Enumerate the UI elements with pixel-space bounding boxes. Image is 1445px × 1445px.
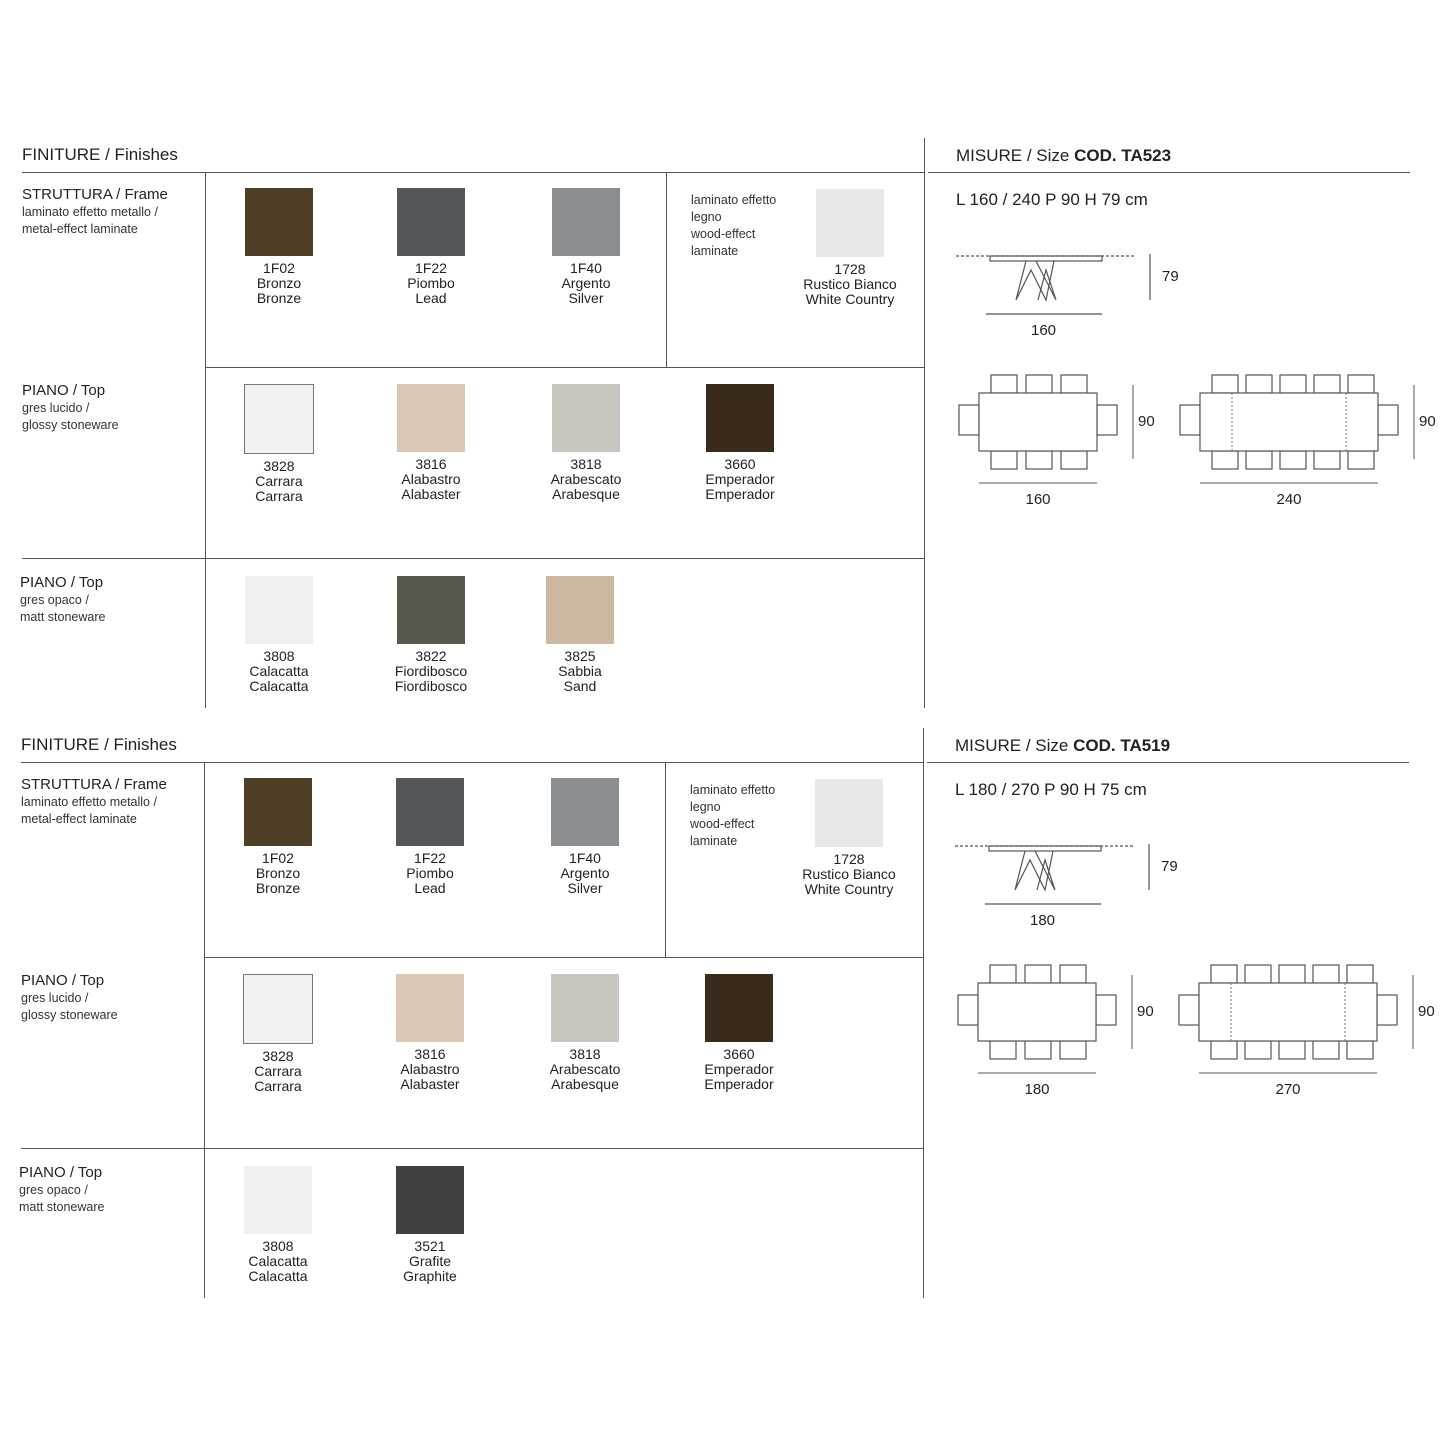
row-title: PIANO / Top	[21, 972, 105, 989]
row-subtitle-it: gres lucido /	[22, 401, 90, 415]
table-side-view-drawing	[955, 840, 1195, 930]
finish-code: 3822	[415, 648, 447, 664]
divider-glossy-matt	[22, 558, 924, 559]
finish-swatch	[552, 384, 620, 452]
finishes-title: FINITURE / Finishes	[22, 145, 178, 164]
finish-swatch	[396, 974, 464, 1042]
row-label	[19, 1164, 199, 1216]
finish-name-it: Grafite	[408, 1253, 451, 1269]
finish-name-en: Emperador	[705, 486, 775, 502]
table-plan-view-drawing	[1179, 965, 1427, 1085]
finish-name-it: Emperador	[705, 471, 775, 487]
finish-swatch	[244, 778, 312, 846]
finish-swatch-3818	[510, 974, 660, 1092]
finish-swatch-3828	[204, 384, 354, 504]
row-subtitle-en: glossy stoneware	[21, 1008, 118, 1022]
finish-name-en: Carrara	[255, 488, 303, 504]
finish-code: 1F02	[262, 850, 294, 866]
divider-frame-glossy	[205, 367, 924, 368]
finish-name-en: Silver	[567, 880, 603, 896]
finish-name-it: Calacatta	[249, 663, 309, 679]
finish-swatch-3828	[203, 974, 353, 1094]
row-title: PIANO / Top	[20, 574, 104, 591]
wood-effect-note-line: legno	[690, 800, 721, 814]
finish-name-en: Arabesque	[551, 1076, 619, 1092]
finish-name-it: Carrara	[255, 473, 303, 489]
finish-code: 1F40	[569, 850, 601, 866]
finish-swatch	[397, 188, 465, 256]
length-dimension-label: 180	[1030, 912, 1056, 929]
finish-name-it: Piombo	[407, 275, 455, 291]
length-dimension-label: 240	[1276, 491, 1302, 508]
finish-name-en: Lead	[415, 290, 447, 306]
finish-name-it: Carrara	[254, 1063, 302, 1079]
size-title	[955, 736, 1170, 756]
finish-swatch-3660	[664, 974, 814, 1092]
finish-swatch-1F40	[511, 188, 661, 306]
finish-code: 1728	[833, 851, 865, 867]
vertical-divider-wood	[665, 762, 666, 957]
finish-swatch	[706, 384, 774, 452]
depth-dimension-label: 90	[1138, 413, 1155, 430]
divider-under-size-title	[928, 172, 1410, 173]
finish-name-it: Argento	[560, 865, 610, 881]
finish-name-en: Bronze	[256, 290, 302, 306]
finish-swatch	[245, 188, 313, 256]
finish-swatch	[396, 1166, 464, 1234]
finish-swatch-1F22	[356, 188, 506, 306]
row-label	[20, 574, 200, 626]
finish-swatch	[397, 384, 465, 452]
finish-name-it: Piombo	[406, 865, 454, 881]
finish-code: 1F02	[263, 260, 295, 276]
finish-swatch	[815, 779, 883, 847]
row-subtitle-en: matt stoneware	[19, 1200, 105, 1214]
finish-swatch-1728	[774, 779, 924, 897]
table-plan-view-drawing	[1180, 375, 1428, 495]
depth-dimension-label: 90	[1419, 413, 1436, 430]
wood-effect-note-line: legno	[691, 210, 722, 224]
finishes-title: FINITURE / Finishes	[21, 735, 177, 754]
height-dimension-label: 79	[1162, 268, 1179, 285]
finish-name-en: White Country	[805, 291, 895, 307]
finish-swatch	[705, 974, 773, 1042]
finish-swatch-3825	[505, 576, 655, 694]
finish-name-it: Bronzo	[256, 275, 302, 291]
row-title: PIANO / Top	[19, 1164, 103, 1181]
overall-dimensions: L 160 / 240 P 90 H 79 cm	[956, 190, 1148, 209]
wood-effect-note-line: wood-effect	[690, 817, 755, 831]
finish-swatch	[551, 778, 619, 846]
wood-effect-note-line: laminate	[690, 834, 738, 848]
finish-name-it: Emperador	[704, 1061, 774, 1077]
finish-code: 3825	[564, 648, 596, 664]
finish-name-en: Calacatta	[249, 678, 309, 694]
finish-swatch	[244, 384, 314, 454]
finish-name-it: Calacatta	[248, 1253, 308, 1269]
product-code: COD. TA519	[1073, 736, 1171, 755]
finish-code: 3816	[414, 1046, 446, 1062]
size-title-label: MISURE / Size	[955, 736, 1074, 755]
finish-swatch-3822	[356, 576, 506, 694]
product-code: COD. TA523	[1074, 146, 1172, 165]
divider-under-finishes-title	[21, 762, 923, 763]
finish-swatch	[245, 576, 313, 644]
length-dimension-label: 160	[1025, 491, 1051, 508]
finish-code: 3818	[570, 456, 602, 472]
finish-name-it: Fiordibosco	[394, 663, 468, 679]
finish-name-it: Rustico Bianco	[802, 866, 896, 882]
row-subtitle-it: gres lucido /	[21, 991, 89, 1005]
finish-swatch-3660	[665, 384, 815, 502]
finish-swatch-3816	[355, 974, 505, 1092]
row-subtitle-en: metal-effect laminate	[21, 812, 137, 826]
row-subtitle-it: gres opaco /	[19, 1183, 88, 1197]
finish-swatch-1F40	[510, 778, 660, 896]
finish-code: 3521	[414, 1238, 446, 1254]
depth-dimension-label: 90	[1418, 1003, 1435, 1020]
finish-name-it: Arabescato	[549, 1061, 621, 1077]
finish-name-en: Fiordibosco	[394, 678, 468, 694]
finish-code: 3660	[724, 456, 756, 472]
finish-code: 3828	[262, 1048, 294, 1064]
wood-effect-note-line: laminate	[691, 244, 739, 258]
length-dimension-label: 270	[1275, 1081, 1301, 1098]
finish-swatch	[243, 974, 313, 1044]
divider-under-size-title	[927, 762, 1409, 763]
row-label	[22, 382, 202, 434]
row-subtitle-en: metal-effect laminate	[22, 222, 138, 236]
row-label	[22, 186, 202, 238]
finish-swatch-1F02	[203, 778, 353, 896]
finish-code: 3828	[263, 458, 295, 474]
overall-dimensions: L 180 / 270 P 90 H 75 cm	[955, 780, 1147, 799]
finish-name-en: Silver	[568, 290, 604, 306]
finish-name-en: Bronze	[255, 880, 301, 896]
row-subtitle-it: gres opaco /	[20, 593, 89, 607]
finish-swatch-1728	[775, 189, 925, 307]
finish-swatch	[551, 974, 619, 1042]
finish-name-it: Rustico Bianco	[803, 276, 897, 292]
finish-name-en: Emperador	[704, 1076, 774, 1092]
divider-glossy-matt	[21, 1148, 923, 1149]
divider-frame-glossy	[204, 957, 923, 958]
finish-name-en: Alabaster	[400, 1076, 460, 1092]
finish-name-en: Arabesque	[552, 486, 620, 502]
row-title: STRUTTURA / Frame	[21, 776, 167, 793]
finish-code: 3816	[415, 456, 447, 472]
row-title: STRUTTURA / Frame	[22, 186, 168, 203]
table-plan-view-drawing	[958, 965, 1146, 1085]
finish-name-en: Carrara	[254, 1078, 302, 1094]
table-plan-view-drawing	[959, 375, 1147, 495]
finish-name-en: Sand	[563, 678, 597, 694]
finish-name-it: Bronzo	[255, 865, 301, 881]
size-title-label: MISURE / Size	[956, 146, 1075, 165]
finish-code: 3818	[569, 1046, 601, 1062]
row-label	[21, 776, 201, 828]
wood-effect-note-line: wood-effect	[691, 227, 756, 241]
finish-swatch	[244, 1166, 312, 1234]
row-subtitle-it: laminato effetto metallo /	[22, 205, 158, 219]
finish-swatch	[546, 576, 614, 644]
finish-swatch-3816	[356, 384, 506, 502]
wood-effect-note-line: laminato effetto	[690, 783, 776, 797]
finish-name-en: Alabaster	[401, 486, 461, 502]
row-subtitle-en: matt stoneware	[20, 610, 106, 624]
finish-name-it: Alabastro	[400, 1061, 460, 1077]
size-title	[956, 146, 1171, 166]
finish-swatch-3808	[203, 1166, 353, 1284]
depth-dimension-label: 90	[1137, 1003, 1154, 1020]
finish-code: 3808	[263, 648, 295, 664]
finish-code: 1F22	[414, 850, 446, 866]
finish-name-en: Lead	[414, 880, 446, 896]
finish-code: 3808	[262, 1238, 294, 1254]
table-side-view-drawing	[956, 250, 1196, 340]
finish-name-it: Alabastro	[401, 471, 461, 487]
finish-name-en: Calacatta	[248, 1268, 308, 1284]
finish-swatch	[816, 189, 884, 257]
row-subtitle-en: glossy stoneware	[22, 418, 119, 432]
finish-code: 1F22	[415, 260, 447, 276]
finish-swatch	[552, 188, 620, 256]
finish-name-it: Sabbia	[558, 663, 602, 679]
divider-under-finishes-title	[22, 172, 924, 173]
row-subtitle-it: laminato effetto metallo /	[21, 795, 157, 809]
finish-name-it: Arabescato	[550, 471, 622, 487]
finish-code: 1F40	[570, 260, 602, 276]
finish-swatch-3808	[204, 576, 354, 694]
finish-swatch-1F02	[204, 188, 354, 306]
finish-swatch-3521	[355, 1166, 505, 1284]
finish-swatch-1F22	[355, 778, 505, 896]
finish-swatch-3818	[511, 384, 661, 502]
height-dimension-label: 79	[1161, 858, 1178, 875]
finish-swatch	[397, 576, 465, 644]
wood-effect-note-line: laminato effetto	[691, 193, 777, 207]
finish-name-en: White Country	[804, 881, 894, 897]
finish-swatch	[396, 778, 464, 846]
finish-code: 1728	[834, 261, 866, 277]
row-title: PIANO / Top	[22, 382, 106, 399]
length-dimension-label: 180	[1024, 1081, 1050, 1098]
row-label	[21, 972, 201, 1024]
finish-name-en: Graphite	[403, 1268, 457, 1284]
length-dimension-label: 160	[1031, 322, 1057, 339]
finish-name-it: Argento	[561, 275, 611, 291]
finish-code: 3660	[723, 1046, 755, 1062]
vertical-divider-wood	[666, 172, 667, 367]
